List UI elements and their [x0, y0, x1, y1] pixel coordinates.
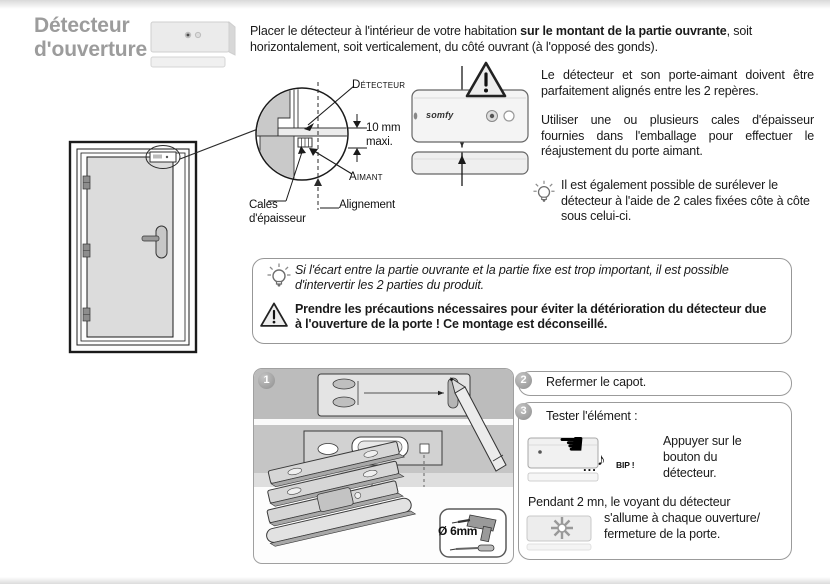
step2-box: [518, 371, 792, 396]
label-magnet: Aimant: [349, 171, 383, 183]
paragraph-shims: Utiliser une ou plusieurs cales d'épaisseur fournies dans l'emballage pour effectuer le réajustement du porte aimant.: [541, 113, 814, 158]
label-detector: Détecteur: [352, 79, 406, 91]
paragraph-alignment: Le détecteur et son porte-aimant doivent être parfaitement alignés entre les 2 repères.: [541, 68, 814, 98]
notice-tip-text: Si l'écart entre la partie ouvrante et la partie fixe est trop important, il est possible d'intervertir les 2 parties du produit.: [295, 263, 729, 292]
label-gap-dimension: 10 mm maxi.: [366, 122, 401, 148]
lightbulb-icon: [533, 180, 555, 208]
page-top-edge: [0, 0, 830, 9]
notice-warning-text: Prendre les précautions nécessaires pour éviter la détérioration du détecteur due à l'ouverture de la porte ! Ce montage est déconseillé.: [295, 302, 767, 331]
led-flash-illustration: [526, 513, 598, 553]
lightbulb-icon: [267, 263, 291, 293]
step3-label: Tester l'élément :: [546, 409, 638, 423]
alignment-illustration: [406, 60, 534, 188]
label-alignment: Alignement: [339, 199, 396, 211]
intro-paragraph: [250, 24, 816, 55]
intro-text-1: Placer le détecteur à l'intérieur de votre habitation: [250, 24, 521, 38]
step1-number-badge: 1: [258, 372, 275, 389]
bip-label: BIP !: [616, 460, 635, 470]
brand-logo: somfy: [426, 110, 454, 120]
page-title: Détecteur d'ouverture: [34, 14, 148, 61]
warning-icon: [467, 63, 505, 96]
intro-text-bold: sur le montant de la partie ouvrante: [520, 24, 727, 38]
warning-icon: [259, 301, 289, 329]
step3-led-line1: Pendant 2 mn, le voyant du détecteur: [528, 495, 731, 509]
mounting-plate-top: [318, 374, 470, 416]
step3-number-badge: 3: [515, 403, 532, 420]
beep-ellipsis: ...: [583, 459, 597, 474]
product-thumbnail: [148, 20, 238, 70]
step2-label: Refermer le capot.: [546, 375, 647, 389]
led-text-a: s'allume à chaque ouverture/: [604, 511, 760, 525]
step3-press-text: Appuyer sur le bouton du détecteur.: [663, 434, 742, 480]
label-shims: Cales d'épaisseur: [249, 199, 306, 225]
step3-led-line2: [604, 511, 784, 542]
musical-note-icon: ♪: [597, 450, 606, 469]
notice-box: [252, 258, 792, 344]
step2-number-badge: 2: [515, 372, 532, 389]
led-text-b: fermeture de la porte.: [604, 526, 721, 541]
tip-raise-detector: Il est également possible de surélever le détecteur à l'aide de 2 cales fixées côte à côte sous celui-ci.: [561, 178, 810, 223]
page-bottom-edge: [0, 577, 830, 584]
door-illustration: [68, 140, 200, 356]
drill-diameter-label: Ø 6mm: [438, 524, 478, 538]
hand-press-icon: ☚: [558, 428, 585, 461]
intro-text-2: , soit horizontalement, soit verticalement, du côté ouvrant (à l'opposé des gonds).: [250, 24, 753, 54]
